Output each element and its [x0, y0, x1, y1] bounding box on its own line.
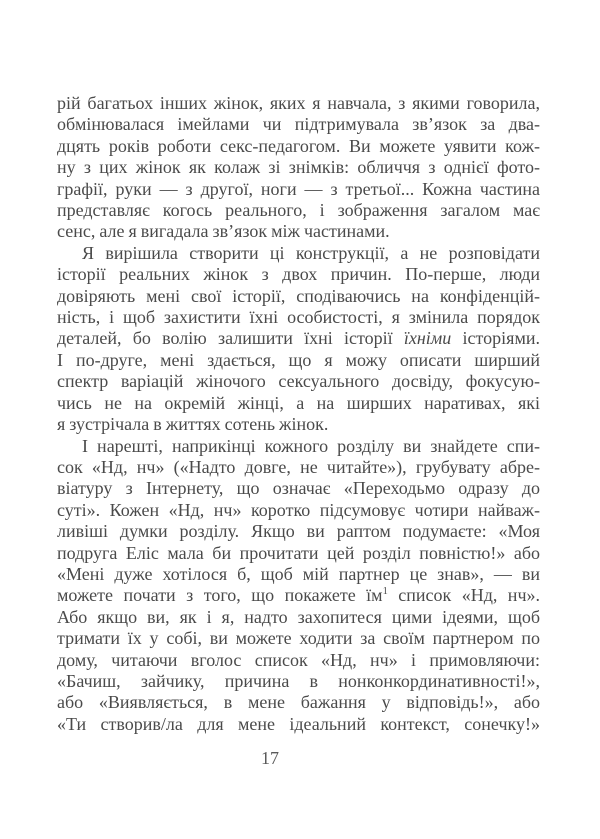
text-line: Або якщо ви, як і я, надто захопитеся цими ідеями, щоб: [57, 606, 540, 627]
text-line: або «Виявляється, в мене бажання у відповідь!», або: [57, 692, 540, 713]
paragraph: [57, 93, 540, 243]
text-line: графії, руки — з другої, ноги — з третьої... Кожна частина: [57, 178, 540, 199]
text-line: рій багатьох інших жінок, яких я навчала, з якими говорила,: [57, 93, 540, 113]
text-line: суті». Кожен «Нд, нч» коротко підсумовує чотири найваж-: [57, 499, 540, 520]
text-line: сок «Нд, нч» («Надто довге, не читайте»), грубувату абре-: [57, 456, 540, 477]
text-line: довіряють мені свої історії, сподіваючись на конфіденцій-: [57, 285, 540, 306]
text-line: обмінювалася імейлами чи підтримувала зв’язок за два-: [57, 114, 540, 135]
text-line: «Ти створив/ла для мене ідеальний контекст, сонечку!»: [57, 713, 540, 734]
text-line: «Мені дуже хотілося б, щоб мій партнер це знав», — ви: [57, 563, 540, 584]
text-line: І по-друге, мені здається, що я можу описати ширший: [57, 349, 540, 370]
paragraph: [57, 436, 540, 736]
text-line: я зустрічала в життях сотень жінок.: [57, 414, 329, 435]
text-block: [57, 93, 540, 735]
text-line: деталей, бо волію залишити їхні історії їхніми історіями.: [57, 328, 540, 349]
text-line: історії реальних жінок з двох причин. По-перше, люди: [57, 264, 540, 285]
text-line: дцять років роботи секс-педагогом. Ви можете уявити кож-: [57, 135, 540, 156]
text-line: подруга Еліс мала би прочитати цей розділ повністю!» або: [57, 542, 540, 563]
text-line: тримати їх у собі, ви можете ходити за своїм партнером по: [57, 628, 540, 649]
text-line: ливіші думки розділу. Якщо ви раптом подумаєте: «Моя: [57, 521, 540, 542]
text-line: сенс, але я вигадала зв’язок між частинами.: [57, 221, 390, 242]
text-line: спектр варіацій жіночого сексуального досвіду, фокусую-: [57, 371, 540, 392]
page-number: 17: [261, 748, 279, 768]
text-line: дому, читаючи вголос список «Нд, нч» і примовляючи:: [57, 649, 540, 670]
paragraph: [57, 243, 540, 436]
text-line: ність, і щоб захистити їхні особистості, я змінила порядок: [57, 307, 540, 328]
text-line: віатуру з Інтернету, що означає «Переходьмо одразу до: [57, 478, 540, 499]
text-line: представляє когось реального, і зображення загалом має: [57, 200, 540, 221]
text-line: І нарешті, наприкінці кожного розділу ви знайдете спи-: [82, 435, 540, 456]
text-line: ну з цих жінок як колаж зі знімків: обличчя з однієї фото-: [57, 157, 540, 178]
text-line: чись не на окремій жінці, а на ширших наративах, які: [57, 392, 540, 413]
text-line: Я вирішила створити ці конструкції, а не розповідати: [82, 242, 540, 263]
text-line: можете почати з того, що покажете $їм^1$ список «Нд, нч».: [57, 585, 540, 606]
text-line: «Бачиш, зайчику, причина в нонконкординативності!»,: [57, 670, 540, 691]
